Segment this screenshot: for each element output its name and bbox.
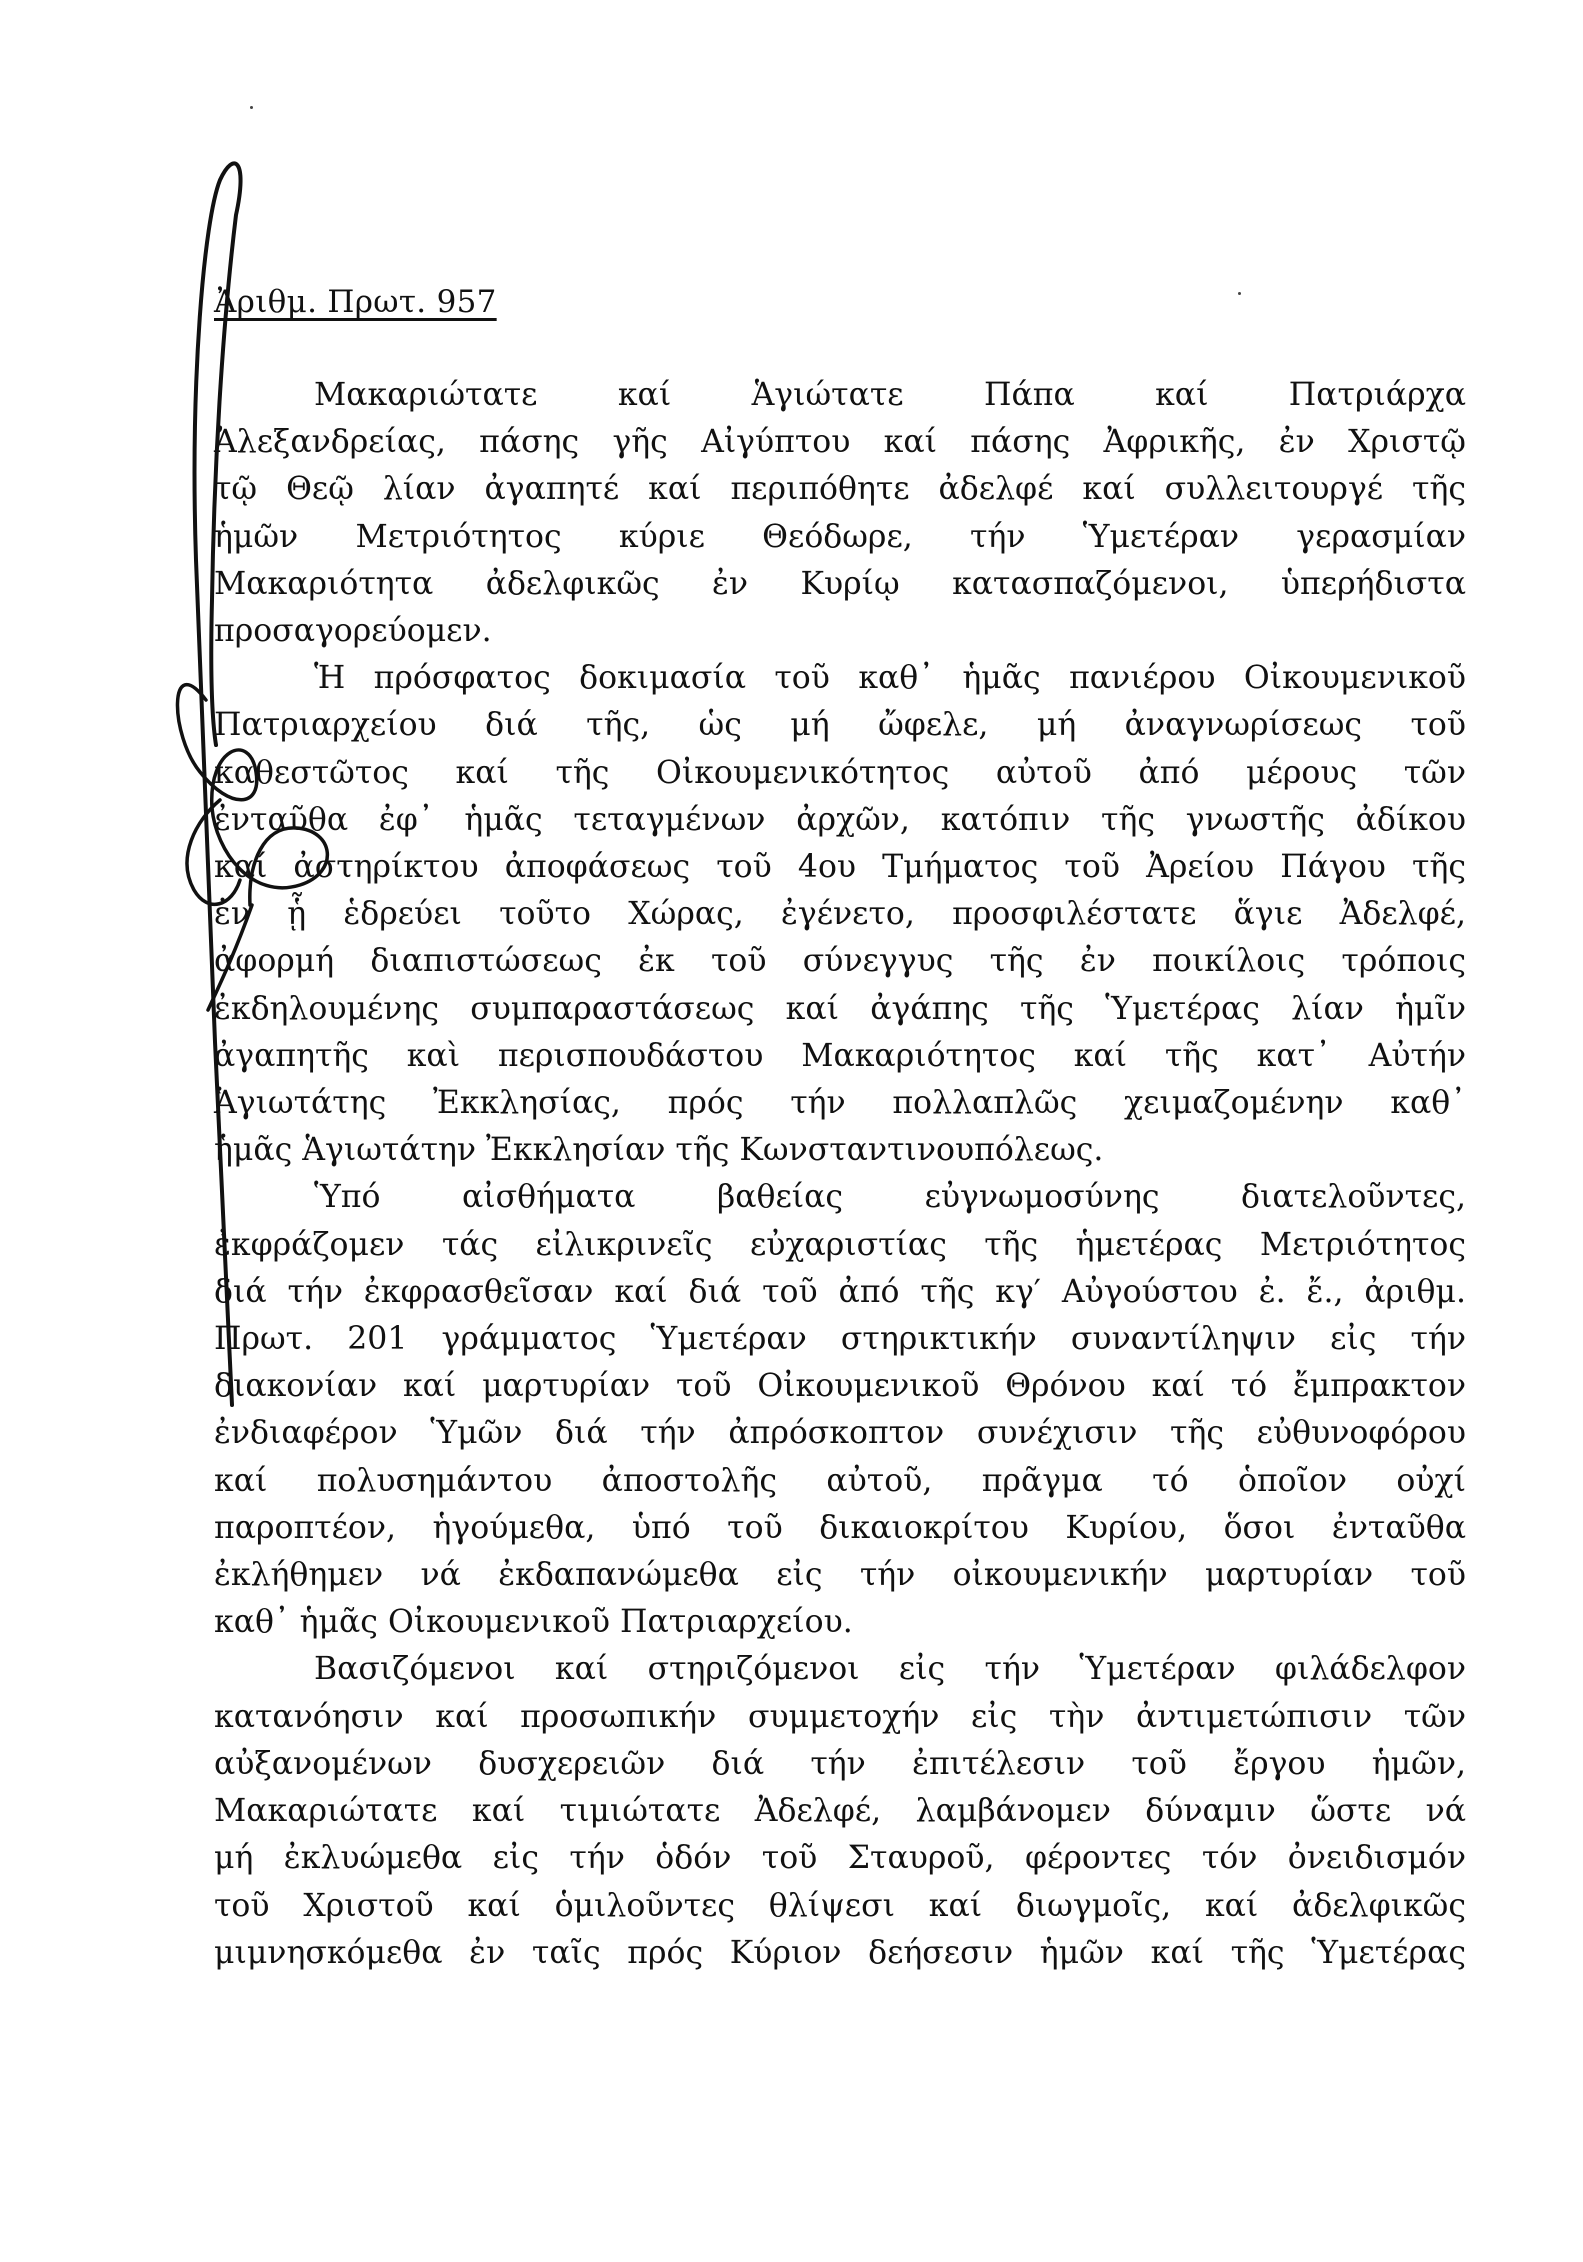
text-line: Πρωτ. 201 γράμματος Ὑμετέραν στηρικτικήν συναντίληψιν εἰς τήν: [214, 1321, 1466, 1358]
text-line: Ὑπό αἰσθήματα βαθείας εὐγνωμοσύνης διατελοῦντες,: [314, 1179, 1466, 1216]
text-line: Μακαριώτατε καί Ἁγιώτατε Πάπα καί Πατριάρχα: [314, 377, 1466, 413]
text-line: ἐνδιαφέρον Ὑμῶν διά τήν ἀπρόσκοπτον συνέχισιν τῆς εὐθυνοφόρου: [214, 1415, 1466, 1452]
text-line: Ἡ πρόσφατος δοκιμασία τοῦ καθ᾽ ἡμᾶς πανιέρου Οἰκουμενικοῦ: [314, 660, 1466, 697]
text-line: ἐνταῦθα ἐφ᾽ ἡμᾶς τεταγμένων ἀρχῶν, κατόπιν τῆς γνωστῆς ἀδίκου: [214, 801, 1466, 838]
text-line: διά τήν ἐκφρασθεῖσαν καί διά τοῦ ἀπό τῆς κγ′ Αὐγούστου ἐ. ἔ., ἀριθμ.: [214, 1273, 1466, 1310]
text-line: ἀφορμή διαπιστώσεως ἐκ τοῦ σύνεγγυς τῆς ἐν ποικίλοις τρόποις: [214, 943, 1466, 980]
text-line: καθεστῶτος καί τῆς Οἰκουμενικότητος αὐτοῦ ἀπό μέρους τῶν: [214, 754, 1466, 791]
text-line: Μακαριότητα ἀδελφικῶς ἐν Κυρίῳ κατασπαζόμενοι, ὑπερήδιστα: [214, 565, 1466, 602]
text-line: ἐκφράζομεν τάς εἰλικρινεῖς εὐχαριστίας τῆς ἡμετέρας Μετριότητος: [214, 1226, 1466, 1263]
scan-speck: [250, 106, 253, 109]
text-line: Ἁγιωτάτης Ἐκκλησίας, πρός τήν πολλαπλῶς χειμαζομένην καθ᾽: [214, 1085, 1466, 1122]
text-line: Ἀλεξανδρείας, πάσης γῆς Αἰγύπτου καί πάσης Ἀφρικῆς, ἐν Χριστῷ: [214, 424, 1466, 461]
text-line: κατανόησιν καί προσωπικήν συμμετοχήν εἰς τὴν ἀντιμετώπισιν τῶν: [214, 1698, 1466, 1735]
paragraph-gratitude: [214, 1174, 1466, 1646]
text-line: ἐν ᾗ ἑδρεύει τοῦτο Χώρας, ἐγένετο, προσφιλέστατε ἅγιε Ἀδελφέ,: [214, 896, 1466, 933]
protocol-number: Ἀριθμ. Πρωτ. 957: [214, 284, 497, 320]
text-line: καί πολυσημάντου ἀποστολῆς αὐτοῦ, πρᾶγμα τό ὁποῖον οὐχί: [214, 1462, 1466, 1499]
letter-body: [214, 372, 1466, 1977]
text-line: παροπτέον, ἡγούμεθα, ὑπό τοῦ δικαιοκρίτου Κυρίου, ὅσοι ἐνταῦθα: [214, 1509, 1466, 1546]
paragraph-greeting: [214, 372, 1466, 655]
text-line: ἡμᾶς Ἁγιωτάτην Ἐκκλησίαν τῆς Κωνσταντινουπόλεως.: [214, 1132, 1104, 1169]
paragraph-support: [214, 1646, 1466, 1976]
text-line: μή ἐκλυώμεθα εἰς τήν ὁδόν τοῦ Σταυροῦ, φέροντες τόν ὀνειδισμόν: [214, 1840, 1466, 1877]
text-line: τῷ Θεῷ λίαν ἀγαπητέ καί περιπόθητε ἀδελφέ καί συλλειτουργέ τῆς: [214, 471, 1466, 508]
text-line: μιμνησκόμεθα ἐν ταῖς πρός Κύριον δεήσεσιν ἡμῶν καί τῆς Ὑμετέρας: [214, 1934, 1466, 1971]
text-line: διακονίαν καί μαρτυρίαν τοῦ Οἰκουμενικοῦ Θρόνου καί τό ἔμπρακτον: [214, 1368, 1466, 1405]
text-line: ἐκδηλουμένης συμπαραστάσεως καί ἀγάπης τῆς Ὑμετέρας λίαν ἡμῖν: [214, 990, 1466, 1027]
text-line: Μακαριώτατε καί τιμιώτατε Ἀδελφέ, λαμβάνομεν δύναμιν ὥστε νά: [214, 1793, 1466, 1830]
text-line: αὐξανομένων δυσχερειῶν διά τήν ἐπιτέλεσιν τοῦ ἔργου ἡμῶν,: [214, 1745, 1466, 1782]
text-line: προσαγορεύομεν.: [214, 613, 492, 650]
text-line: καί ἀστηρίκτου ἀποφάσεως τοῦ 4ου Τμήματος τοῦ Ἀρείου Πάγου τῆς: [214, 849, 1466, 886]
text-line: Πατριαρχείου διά τῆς, ὡς μή ὤφελε, μή ἀναγνωρίσεως τοῦ: [214, 707, 1466, 744]
text-line: ἐκλήθημεν νά ἐκδαπανώμεθα εἰς τήν οἰκουμενικήν μαρτυρίαν τοῦ: [214, 1557, 1466, 1594]
text-line: τοῦ Χριστοῦ καί ὁμιλοῦντες θλίψεσι καί διωγμοῖς, καί ἀδελφικῶς: [214, 1887, 1466, 1924]
text-line: ἡμῶν Μετριότητος κύριε Θεόδωρε, τήν Ὑμετέραν γερασμίαν: [214, 518, 1466, 555]
paragraph-trial: [214, 655, 1466, 1174]
text-line: ἀγαπητῆς καὶ περισπουδάστου Μακαριότητος καί τῆς κατ᾽ Αὐτήν: [214, 1037, 1466, 1074]
text-line: καθ᾽ ἡμᾶς Οἰκουμενικοῦ Πατριαρχείου.: [214, 1604, 853, 1641]
text-line: Βασιζόμενοι καί στηριζόμενοι εἰς τήν Ὑμετέραν φιλάδελφον: [314, 1651, 1466, 1688]
scan-speck: [1238, 292, 1241, 295]
